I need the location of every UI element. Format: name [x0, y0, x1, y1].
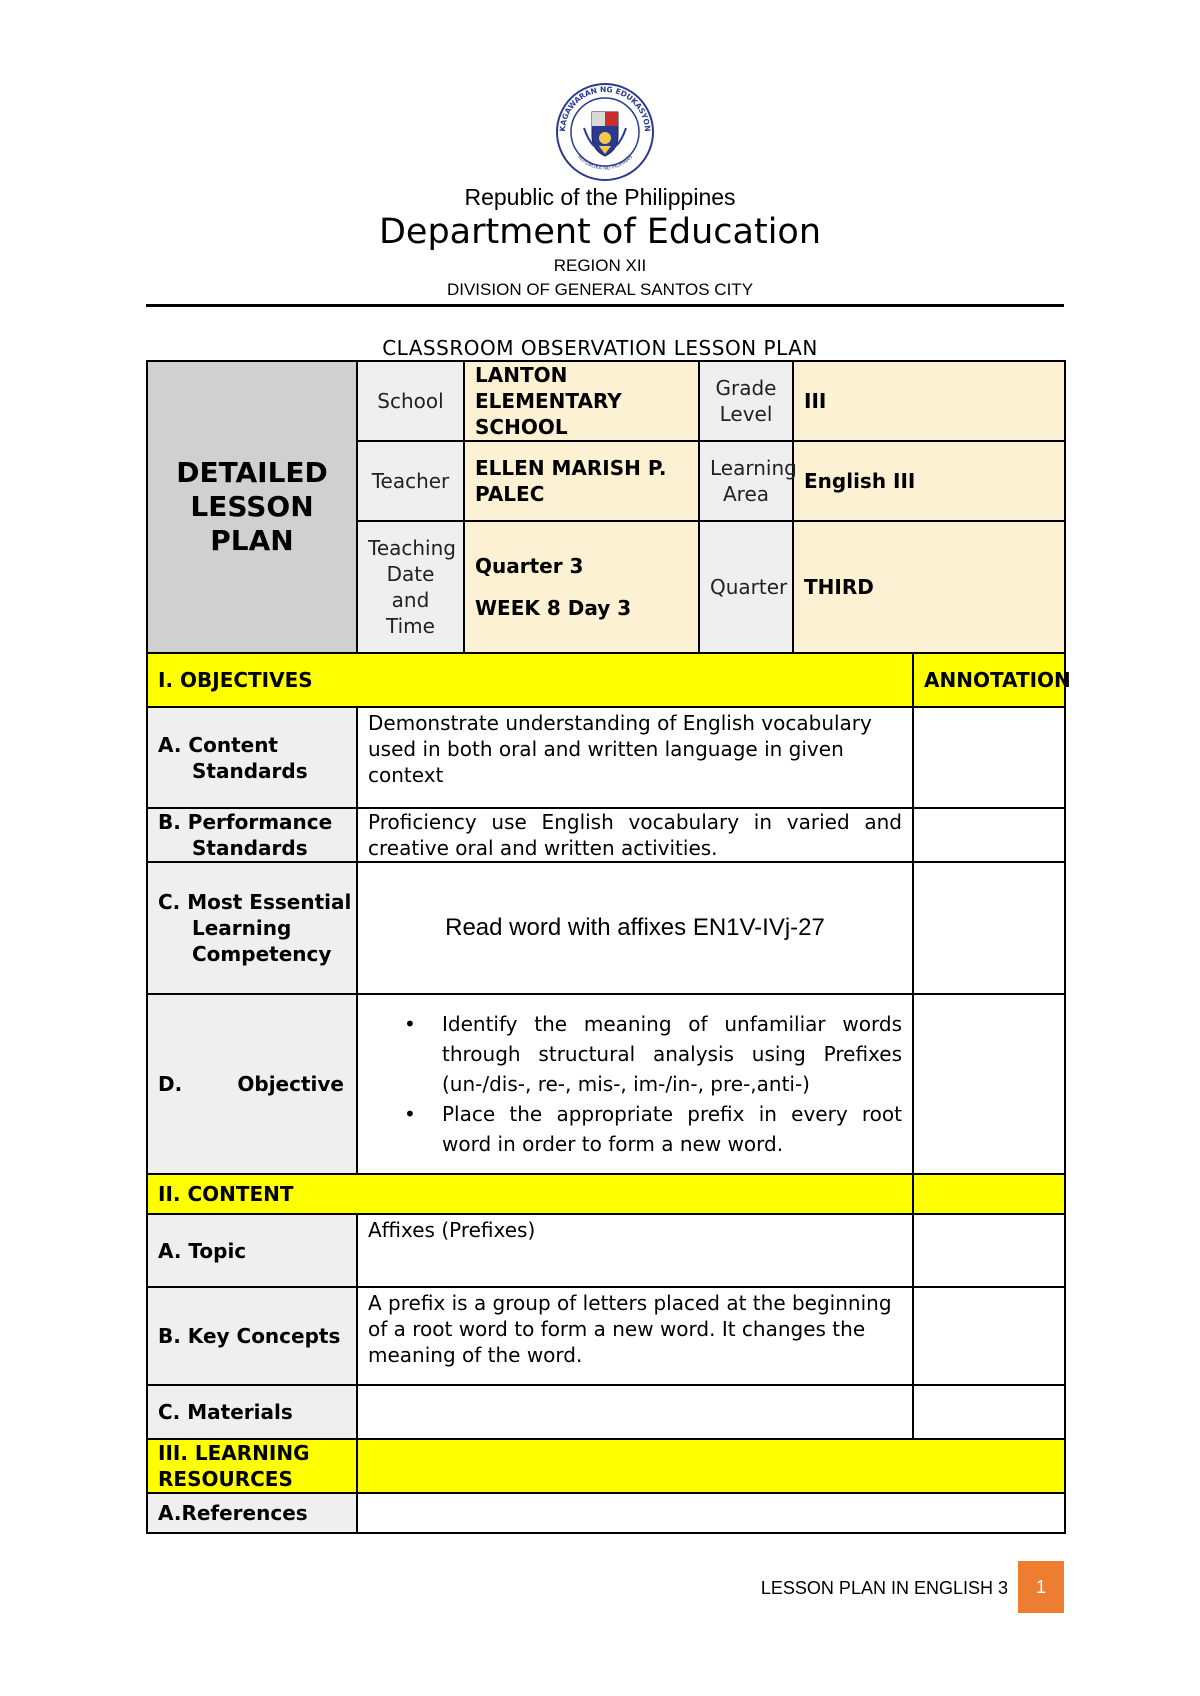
performance-standards-label: B. Performance Standards: [158, 810, 333, 860]
quarter-value: THIRD: [793, 521, 1065, 653]
content-standards-annotation: [913, 707, 1065, 808]
school-label: School: [357, 361, 464, 441]
topic-text: Affixes (Prefixes): [357, 1214, 913, 1287]
objectives-heading-row: [147, 653, 1065, 707]
melc-code: EN1V-IVj-27: [692, 914, 825, 941]
materials-text: [357, 1385, 913, 1439]
content-heading-row: [147, 1174, 1065, 1214]
lesson-plan-table: [146, 360, 1071, 1534]
teacher-label: Teacher: [357, 441, 464, 521]
objectives-heading: I. OBJECTIVES: [147, 653, 913, 707]
resources-heading: III. LEARNING RESOURCES: [147, 1439, 357, 1493]
content-standards-row: [147, 707, 1065, 808]
objective-list-cell: [357, 994, 913, 1174]
week-line: WEEK 8 Day 3: [475, 596, 632, 620]
detailed-lesson-plan-cell: DETAILED LESSON PLAN: [147, 361, 357, 653]
quarter-label: Quarter: [699, 521, 793, 653]
performance-standards-text: Proficiency use English vocabulary in varied and creative oral and written activities.: [357, 808, 913, 862]
teacher-value: ELLEN MARISH P. PALEC: [464, 441, 699, 521]
key-concepts-row: [147, 1287, 1065, 1385]
quarter-line: Quarter 3: [475, 554, 584, 578]
key-concepts-annotation: [913, 1287, 1065, 1385]
grade-level-label: Grade Level: [699, 361, 793, 441]
content-standards-label: A. Content Standards: [158, 732, 308, 783]
footer-text: LESSON PLAN IN ENGLISH 3: [760, 1578, 1008, 1598]
references-row: [147, 1493, 1065, 1533]
objective-row: [147, 994, 1065, 1174]
objective-item: • Identify the meaning of unfamiliar words through structural analysis using Prefixes (un-/dis-, re-, mis-, im-/in-, pre-,anti-): [368, 1009, 902, 1099]
content-standards-text: Demonstrate understanding of English vocabulary used in both oral and written language in given context: [357, 707, 913, 808]
topic-annotation: [913, 1214, 1065, 1287]
department-heading: Department of Education: [378, 212, 822, 252]
deped-seal-icon: [548, 82, 662, 182]
performance-standards-row: [147, 808, 1065, 862]
content-heading-annotation: [913, 1174, 1065, 1214]
content-heading: II. CONTENT: [147, 1174, 913, 1214]
materials-annotation: [913, 1385, 1065, 1439]
performance-standards-annotation: [913, 808, 1065, 862]
header-divider: [146, 304, 1064, 307]
materials-label: C. Materials: [147, 1385, 357, 1439]
key-concepts-label: B. Key Concepts: [158, 1324, 341, 1348]
resources-heading-fill: [357, 1439, 1065, 1493]
page-number-badge: 1: [1018, 1561, 1064, 1613]
references-label: A.References: [147, 1493, 357, 1533]
plan-title: CLASSROOM OBSERVATION LESSON PLAN: [382, 336, 818, 360]
annotation-heading: ANNOTATION: [913, 653, 1065, 707]
school-value: LANTON ELEMENTARY SCHOOL: [464, 361, 699, 441]
resources-heading-row: [147, 1439, 1065, 1493]
melc-label: C. Most Essential Learning Competency: [158, 890, 352, 966]
seal-bottom-text: REPUBLIKA NG PILIPINAS: [576, 154, 634, 172]
seal-ring-text: KAGAWARAN NG EDUKASYON: [557, 84, 653, 132]
learning-area-label: Learning Area: [699, 441, 793, 521]
melc-row: [147, 862, 1065, 994]
materials-row: [147, 1385, 1065, 1439]
objective-list: [368, 1009, 902, 1159]
grade-level-value: III: [793, 361, 1065, 441]
division-heading: DIVISION OF GENERAL SANTOS CITY: [446, 280, 754, 299]
teaching-date-label: Teaching Date and Time: [357, 521, 464, 653]
republic-heading: Republic of the Philippines: [464, 184, 736, 210]
objective-label: D. Objective: [158, 1072, 344, 1096]
learning-area-value: English III: [793, 441, 1065, 521]
melc-text: Read word with affixes: [445, 914, 687, 941]
info-row-school: [147, 361, 1065, 441]
melc-cell: [357, 862, 913, 994]
region-heading: REGION XII: [553, 256, 647, 275]
references-text: [357, 1493, 1065, 1533]
topic-label: A. Topic: [147, 1214, 357, 1287]
objective-annotation: [913, 994, 1065, 1174]
teaching-date-value: [464, 521, 699, 653]
key-concepts-text: A prefix is a group of letters placed at the beginning of a root word to form a new word. It changes the meaning of the word.: [357, 1287, 913, 1385]
objective-item: • Place the appropriate prefix in every root word in order to form a new word.: [368, 1099, 902, 1159]
topic-row: [147, 1214, 1065, 1287]
melc-annotation: [913, 862, 1065, 994]
